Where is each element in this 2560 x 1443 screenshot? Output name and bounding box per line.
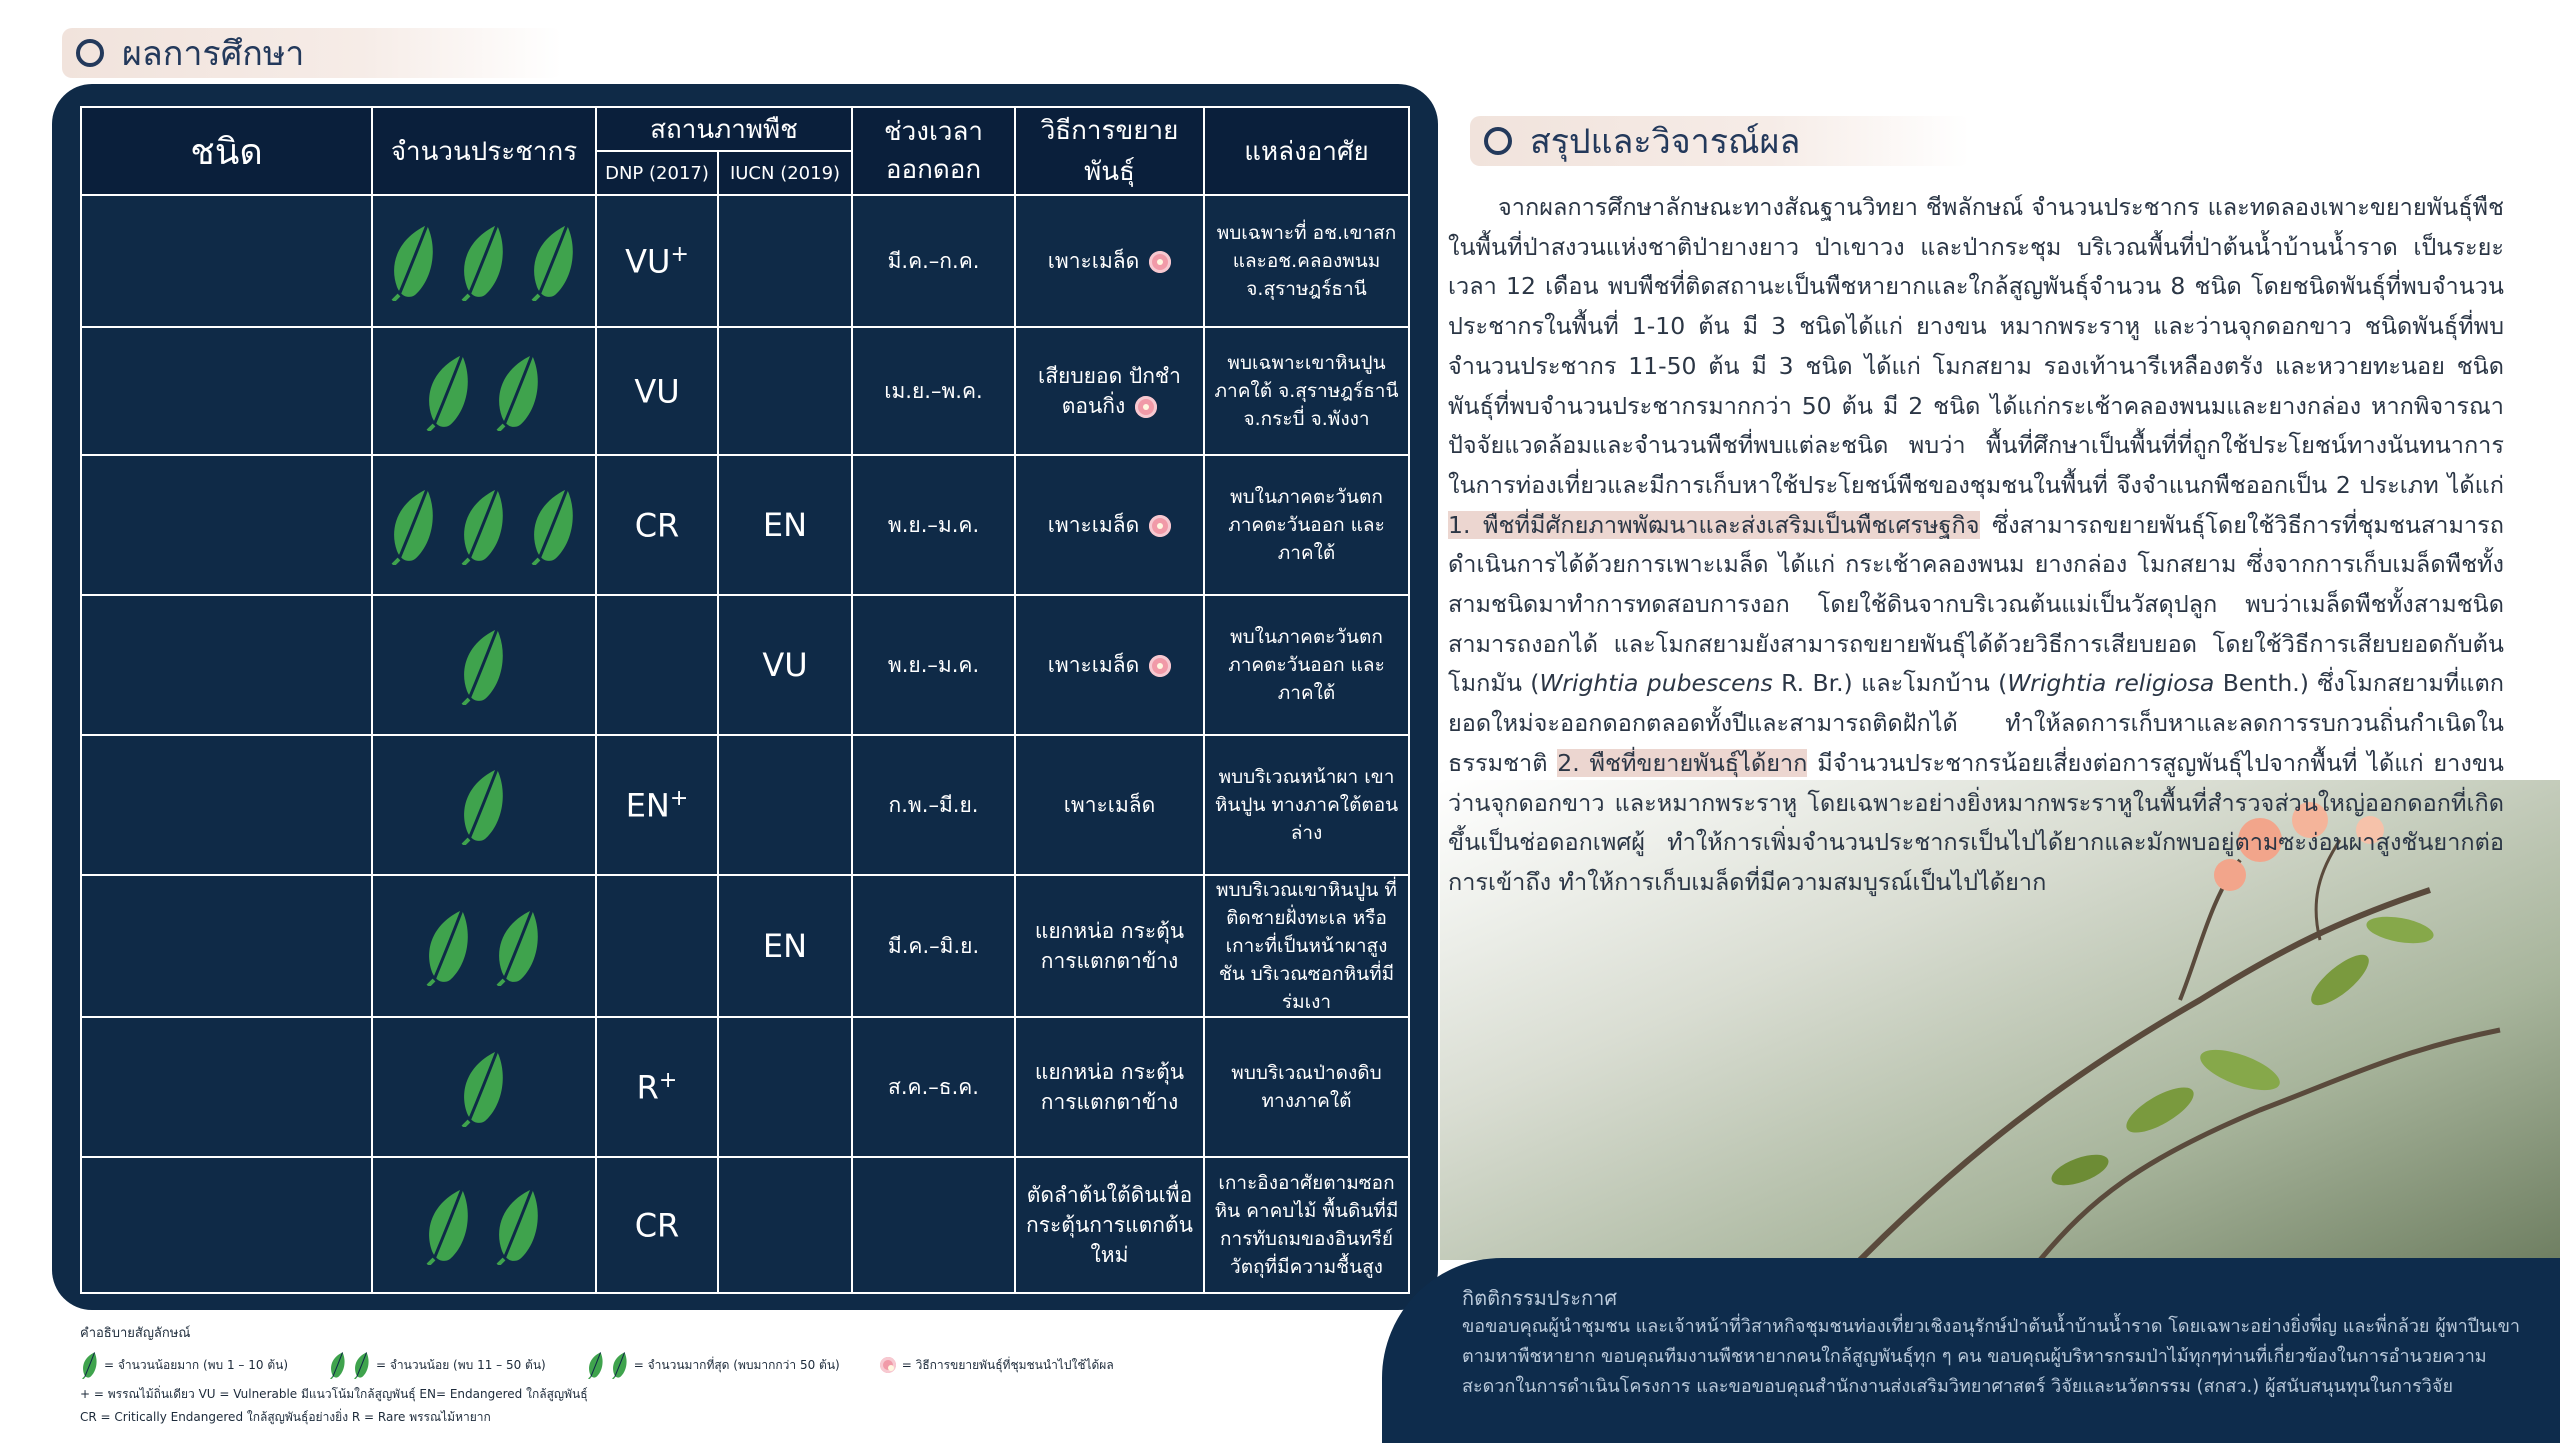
leaf-icon: [352, 1351, 372, 1379]
leaf-icon: [457, 765, 511, 845]
dnp-status: [596, 455, 718, 595]
dnp-status: [596, 195, 718, 327]
legend-line2: CR = Critically Endangered ใกล้สูญพันธุ์อย่างยิ่ง R = Rare พรรณไม้หายาก: [80, 1410, 491, 1424]
habitat: พบเฉพาะเขาหินปูนภาคใต้ จ.สุราษฎร์ธานี จ.กระบี่ จ.พังงา: [1204, 327, 1409, 455]
flowering-period: เม.ย.–พ.ค.: [852, 327, 1015, 455]
leaf-icon: [492, 906, 546, 986]
population-leaves: [373, 1185, 595, 1265]
flowering-period: ก.พ.–มี.ย.: [852, 735, 1015, 875]
legend-leaf3: = จำนวนมากที่สุด (พบมากกว่า 50 ต้น): [633, 1357, 840, 1372]
propagation-method: เพาะเมล็ด: [1047, 513, 1140, 537]
dnp-value: VU: [634, 372, 680, 411]
header-species: ชนิด: [81, 107, 372, 195]
leaf-icon: [527, 485, 581, 565]
species-cell: [81, 327, 372, 455]
flower-icon: [1149, 655, 1171, 677]
population-leaves: [373, 906, 595, 986]
legend-symbols: [80, 1351, 1380, 1379]
table-row: [81, 1157, 1409, 1293]
population-cell: [372, 735, 596, 875]
summary-header: [1470, 116, 1970, 166]
habitat: พบบริเวณเขาหินปูน ที่ติดชายฝั่งทะเล หรือเกาะที่เป็นหน้าผาสูงชัน บริเวณซอกหินที่มีร่มเงา: [1204, 875, 1409, 1017]
leaf-icon: [586, 1351, 606, 1379]
dnp-value: R: [636, 1068, 659, 1107]
flower-icon: [1149, 251, 1171, 273]
population-cell: [372, 595, 596, 735]
leaf-icon: [387, 485, 441, 565]
population-leaves: [373, 625, 595, 705]
habitat: พบบริเวณป่าดงดิบ ทางภาคใต้: [1204, 1017, 1409, 1157]
dnp-value: EN: [625, 786, 670, 825]
flower-icon: [880, 1357, 896, 1373]
species-cell: [81, 455, 372, 595]
legend-leaf1: = จำนวนน้อยมาก (พบ 1 – 10 ต้น): [104, 1357, 289, 1372]
summary-part: ซึ่งสามารถขยายพันธุ์โดยใช้วิธีการที่ชุมชนสามารถดำเนินการได้ด้วยการเพาะเมล็ด ได้แก่ กระเช้าคลองพนม ยางกล่อง โมกสยาม ซึ่งจากการเก็บเมล็ดพืชทั้งสามชนิดมาทำการทดสอบการงอก โดยใช้ดินจากบริเวณต้นแม่เป็นวัสดุปลูก พบว่าเมล็ดพืชทั้งสามชนิดสามารถงอกได้ และโมกสยามยังสามารถขยายพันธุ์ได้ด้วยวิธีการเสียบยอด โดยใช้วิธีการเสียบยอดกับต้นโมกมัน (: [1448, 510, 2505, 698]
species-cell: [81, 595, 372, 735]
population-cell: [372, 327, 596, 455]
legend: [80, 1322, 1380, 1427]
leaf-icon: [492, 1185, 546, 1265]
legend-title: คำอธิบายสัญลักษณ์: [80, 1326, 191, 1341]
leaf-icon: [457, 625, 511, 705]
population-leaves: [373, 351, 595, 431]
species-cell: [81, 735, 372, 875]
table-row: [81, 595, 1409, 735]
results-title: ผลการศึกษา: [122, 34, 305, 74]
summary-part: จากผลการศึกษาลักษณะทางสัณฐานวิทยา ชีพลักษณ์ จำนวนประชากร และทดลองเพาะขยายพันธุ์พืชในพื้นที่ป่าสงวนแห่งชาติป่ายางยาว ป่าเขาวง และป่ากระชุม บริเวณพื้นที่ป่าต้นน้ำบ้านน้ำราด เป็นระยะเวลา 12 เดือน พบพืชที่ติดสถานะเป็นพืชหายากและใกล้สูญพันธุ์จำนวน 8 ชนิด โดยชนิดพันธุ์ที่พบจำนวนประชากรในพื้นที่ 1-10 ต้น มี 3 ชนิดได้แก่ ยางขน หมากพระราหู และว่านจุกดอกขาว ชนิดพันธุ์ที่พบจำนวนประชากร 11-50 ต้น มี 3 ชนิด ได้แก่ โมกสยาม รองเท้านารีเหลืองตรัง และหวายทะนอย ชนิดพันธุ์ที่พบจำนวนประชากรมากกว่า 50 ต้น มี 2 ชนิด ได้แก่กระเช้าคลองพนมและยางกล่อง หากพิจารณาปัจจัยแวดล้อมและจำนวนพืชที่พบแต่ละชนิด พบว่า พื้นที่ศึกษาเป็นพื้นที่ที่ถูกใช้ประโยชน์ทางนันทนาการในการท่องเที่ยวและมีการเก็บหาใช้ประโยชน์พืชของชุมชนในพื้นที่ จึงจำแนกพืชออกเป็น 2 ประเภท ได้แก่: [1448, 193, 2504, 499]
leaf-icon: [457, 221, 511, 301]
dnp-status: [596, 1157, 718, 1293]
flowering-period: พ.ย.–ม.ค.: [852, 455, 1015, 595]
dnp-value: VU: [625, 242, 671, 281]
habitat: พบในภาคตะวันตก ภาคตะวันออก และภาคใต้: [1204, 595, 1409, 735]
dnp-status: [596, 735, 718, 875]
dnp-value: CR: [634, 1206, 680, 1245]
leaf-icon: [422, 906, 476, 986]
leaf-icon: [328, 1351, 348, 1379]
table-row: [81, 455, 1409, 595]
flowering-period: พ.ย.–ม.ค.: [852, 595, 1015, 735]
habitat: เกาะอิงอาศัยตามซอกหิน คาคบไม้ พื้นดินที่มีการทับถมของอินทรีย์วัตถุที่มีความชื้นสูง: [1204, 1157, 1409, 1293]
habitat: พบในภาคตะวันตก ภาคตะวันออก และภาคใต้: [1204, 455, 1409, 595]
dnp-value: CR: [634, 506, 680, 545]
iucn-status: EN: [718, 455, 852, 595]
population-cell: [372, 1157, 596, 1293]
table-row: [81, 875, 1409, 1017]
header-iucn: IUCN (2019): [718, 151, 852, 195]
propagation-method: เพาะเมล็ด: [1047, 653, 1140, 677]
scientific-name: Wrightia religiosa: [2007, 669, 2215, 698]
dnp-status: [596, 1017, 718, 1157]
propagation-cell: [1015, 455, 1204, 595]
population-leaves: [373, 221, 595, 301]
flowering-period: [852, 1157, 1015, 1293]
table-row: [81, 1017, 1409, 1157]
propagation-cell: [1015, 1157, 1204, 1293]
population-leaves: [373, 1047, 595, 1127]
propagation-method: แยกหน่อ กระตุ้นการแตกตาข้าง: [1034, 919, 1185, 973]
table-row: [81, 327, 1409, 455]
table-row: [81, 735, 1409, 875]
results-header: [62, 28, 562, 78]
ack-title: กิตติกรรมประกาศ: [1462, 1286, 1618, 1310]
dnp-status: [596, 875, 718, 1017]
propagation-cell: [1015, 327, 1204, 455]
endemic-mark: +: [670, 241, 689, 267]
highlight-1: 1. พืชที่มีศักยภาพพัฒนาและส่งเสริมเป็นพืชเศรษฐกิจ: [1448, 510, 1980, 539]
population-leaves: [373, 765, 595, 845]
highlight-2: 2. พืชที่ขยายพันธุ์ได้ยาก: [1557, 748, 1808, 777]
propagation-cell: [1015, 1017, 1204, 1157]
ack-text: ขอขอบคุณผู้นำชุมชน และเจ้าหน้าที่วิสาหกิจชุมชนท่องเที่ยวเชิงอนุรักษ์ป่าต้นน้ำบ้านน้ำราด โดยเฉพาะอย่างยิ่งพี่ญ และพี่กล้วย ผู้พาปีนเขาตามหาพืชหายาก ขอบคุณทีมงานพืชหายากคนใกล้สูญพันธุ์ทุก ๆ คน ขอบคุณผู้บริหารกรมป่าไม้ทุกๆท่านที่เกี่ยวข้องในการอำนวยความสะดวกในการดำเนินโครงการ และขอขอบคุณสำนักงานส่งเสริมวิทยาศาสตร์ วิจัยและนวัตกรรม (สกสว.) ผู้สนับสนุนทุนในการวิจัย: [1462, 1316, 2521, 1397]
leaf-icon: [387, 221, 441, 301]
header-population: จำนวนประชากร: [372, 107, 596, 195]
flowering-period: มี.ค.–มิ.ย.: [852, 875, 1015, 1017]
propagation-cell: [1015, 195, 1204, 327]
leaf-icon: [527, 221, 581, 301]
iucn-status: EN: [718, 875, 852, 1017]
leaf-icon: [457, 1047, 511, 1127]
leaf-icon: [422, 1185, 476, 1265]
propagation-cell: [1015, 875, 1204, 1017]
summary-title: สรุปและวิจารณ์ผล: [1530, 122, 1801, 162]
table-row: [81, 195, 1409, 327]
dnp-status: [596, 595, 718, 735]
header-status: สถานภาพพืช: [596, 107, 852, 151]
leaf-icon: [457, 485, 511, 565]
summary-paragraph: [1448, 188, 2504, 903]
results-table: [80, 106, 1410, 1294]
leaf-icon: [80, 1351, 100, 1379]
propagation-method: ตัดลำต้นใต้ดินเพื่อกระตุ้นการแตกต้นใหม่: [1026, 1183, 1193, 1267]
species-cell: [81, 1157, 372, 1293]
iucn-status: [718, 327, 852, 455]
propagation-cell: [1015, 735, 1204, 875]
propagation-method: เพาะเมล็ด: [1063, 793, 1156, 817]
population-leaves: [373, 485, 595, 565]
legend-flower: = วิธีการขยายพันธุ์ที่ชุมชนนำไปใช้ได้ผล: [901, 1357, 1114, 1372]
summary-part: มีจำนวนประชากรน้อยเสี่ยงต่อการสูญพันธุ์ไปจากพื้นที่ ได้แก่ ยางขน ว่านจุกดอกขาว และหมากพระราหู โดยเฉพาะอย่างยิ่งหมากพระราหูในพื้นที่สำรวจส่วนใหญ่ออกดอกที่เกิดขึ้นเป็นช่อดอกเพศผู้ ทำให้การเพิ่มจำนวนประชากรเป็นไปได้ยากและมักพบอยู่ตามซะง่อนผาสูงชันยากต่อการเข้าถึง ทำให้การเก็บเมล็ดที่มีความสมบูรณ์เป็นไปได้ยาก: [1448, 748, 2504, 896]
leaf-icon: [610, 1351, 630, 1379]
propagation-cell: [1015, 595, 1204, 735]
population-cell: [372, 1017, 596, 1157]
leaf-icon: [422, 351, 476, 431]
legend-line1: + = พรรณไม้ถิ่นเดียว VU = Vulnerable มีแนวโน้มใกล้สูญพันธุ์ EN= Endangered ใกล้สูญพันธุ์: [80, 1387, 588, 1401]
endemic-mark: +: [669, 785, 689, 811]
iucn-status: [718, 735, 852, 875]
propagation-method: แยกหน่อ กระตุ้นการแตกตาข้าง: [1034, 1060, 1185, 1114]
species-cell: [81, 875, 372, 1017]
ring-icon: [1484, 127, 1512, 155]
flowering-period: ส.ค.–ธ.ค.: [852, 1017, 1015, 1157]
propagation-method: เสียบยอด ปักชำ ตอนกิ่ง: [1038, 364, 1181, 418]
summary-part: Benth.) ซึ่งโมกสยามที่แตกยอดใหม่จะออกดอกตลอดทั้งปีและสามารถติดฝักได้ ทำให้ลดการเก็บหาและลดการรบกวนถิ่นกำเนิดในธรรมชาติ: [1448, 669, 2505, 777]
header-propagation: วิธีการขยายพันธุ์: [1015, 107, 1204, 195]
iucn-status: [718, 1157, 852, 1293]
header-flowering: ช่วงเวลาออกดอก: [852, 107, 1015, 195]
flowering-period: มี.ค.–ก.ค.: [852, 195, 1015, 327]
header-habitat: แหล่งอาศัย: [1204, 107, 1409, 195]
acknowledgement-panel: [1382, 1258, 2560, 1443]
dnp-status: [596, 327, 718, 455]
flower-icon: [1135, 396, 1157, 418]
endemic-mark: +: [658, 1067, 678, 1093]
summary-part: R. Br.) และโมกบ้าน (: [1772, 669, 2008, 698]
habitat: พบบริเวณหน้าผา เขาหินปูน ทางภาคใต้ตอนล่าง: [1204, 735, 1409, 875]
species-cell: [81, 1017, 372, 1157]
header-dnp: DNP (2017): [596, 151, 718, 195]
iucn-status: [718, 195, 852, 327]
ring-icon: [76, 39, 104, 67]
population-cell: [372, 875, 596, 1017]
propagation-method: เพาะเมล็ด: [1047, 249, 1140, 273]
species-cell: [81, 195, 372, 327]
population-cell: [372, 455, 596, 595]
summary-text: [1448, 188, 2504, 903]
iucn-status: VU: [718, 595, 852, 735]
legend-leaf2: = จำนวนน้อย (พบ 11 – 50 ต้น): [376, 1357, 546, 1372]
leaf-icon: [492, 351, 546, 431]
scientific-name: Wrightia pubescens: [1539, 669, 1773, 698]
flower-icon: [1149, 515, 1171, 537]
iucn-status: [718, 1017, 852, 1157]
population-cell: [372, 195, 596, 327]
habitat: พบเฉพาะที่ อช.เขาสกและอช.คลองพนม จ.สุราษฎร์ธานี: [1204, 195, 1409, 327]
